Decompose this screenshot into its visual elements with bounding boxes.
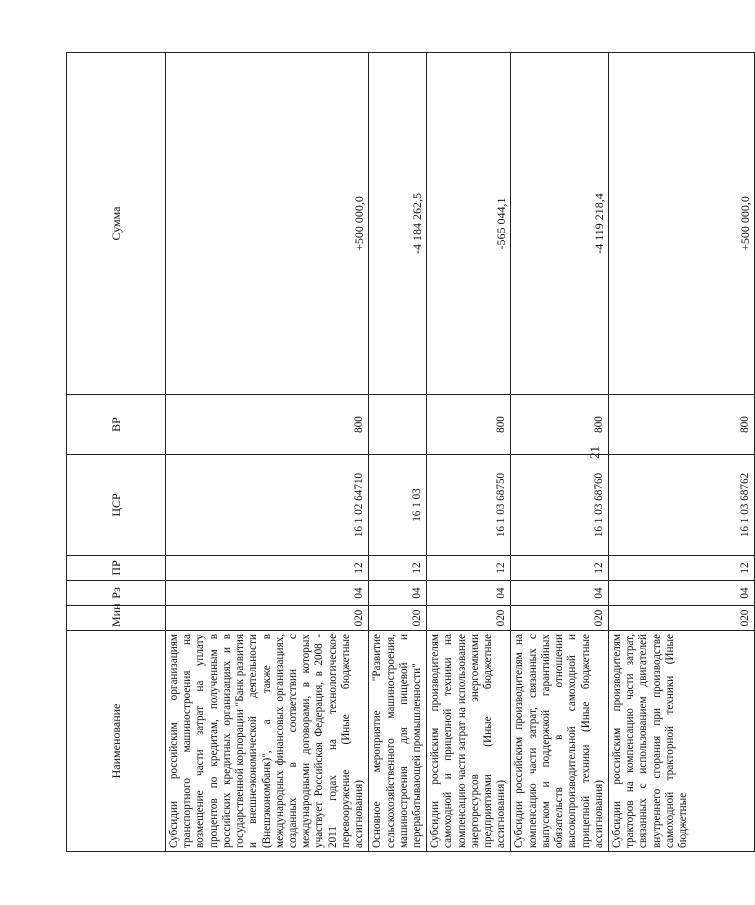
row-pr: 12 xyxy=(427,556,511,581)
row-csr: 16 1 03 68750 xyxy=(427,455,511,556)
header-vr: ВР xyxy=(67,395,166,455)
row-min: 020 xyxy=(427,606,511,631)
row-rz: 04 xyxy=(511,581,609,606)
row-name-text: Субсидии российским производителям тракторов на компенсацию части затрат, связанных с использованием двигателей внутреннего сгорания при производстве самоходной тракторной техники (Иные бюджетные xyxy=(611,634,690,848)
row-name: Субсидии российским производителям на компенсацию части затрат, связанных с выпуском и поддержкой гарантийных обязательств в отношении высокопроизводительной самоходной и прицепной техники (Иные бюджетные ассигнования) xyxy=(511,631,609,852)
row-name: Основное мероприятие "Развитие сельскохозяйственного машиностроения, машиностроения для пищевой и перерабатывающей промышленности" xyxy=(369,631,427,852)
row-vr: 800 xyxy=(166,395,369,455)
row-min: 020 xyxy=(511,606,609,631)
row-sum: -4 119 218,4 xyxy=(511,53,609,395)
header-pr: ПР xyxy=(67,556,166,581)
row-min: 020 xyxy=(369,606,427,631)
row-min: 020 xyxy=(609,606,755,631)
row-name xyxy=(609,631,755,852)
row-rz: 04 xyxy=(609,581,755,606)
table-row xyxy=(369,53,427,852)
row-pr: 12 xyxy=(369,556,427,581)
table-row xyxy=(166,53,369,852)
row-csr: 16 1 02 64710 xyxy=(166,455,369,556)
row-csr: 16 1 03 68760 xyxy=(511,455,609,556)
header-min: Мин xyxy=(67,606,166,631)
row-pr: 12 xyxy=(166,556,369,581)
row-sum: -565 044,1 xyxy=(427,53,511,395)
row-name: Субсидии российским организациям транспортного машиностроения на возмещение части затрат на уплату процентов по кредитам, полученным в российских кредитных организациях и в государственной корпорации "Банк развития и внешнеэкономической деятельности (Внешэкономбанк)", а также в международных финансовых организациях, созданных в соответствии с международными договорами, в которых участвует Российская Федерация, в 2008 - 2011 годах на технологическое перевооружение (Иные бюджетные ассигнования) xyxy=(166,631,369,852)
row-vr: 800 xyxy=(427,395,511,455)
header-name: Наименование xyxy=(67,631,166,852)
row-rz: 04 xyxy=(427,581,511,606)
table-row xyxy=(609,53,755,852)
table-row xyxy=(427,53,511,852)
table-header-row xyxy=(67,53,166,852)
header-csr: ЦСР xyxy=(67,455,166,556)
row-pr: 12 xyxy=(609,556,755,581)
row-name: Субсидии российским производителям самоходной и прицепной техники на компенсацию части затрат на использование энергоресурсов энергоемкими предприятиями (Иные бюджетные ассигнования) xyxy=(427,631,511,852)
header-sum: Сумма xyxy=(67,53,166,395)
row-vr: 800 xyxy=(609,395,755,455)
page-number: 21 xyxy=(587,446,602,459)
row-rz: 04 xyxy=(369,581,427,606)
row-sum: +500 000,0 xyxy=(166,53,369,395)
row-pr: 12 xyxy=(511,556,609,581)
budget-table xyxy=(66,52,755,852)
table-row xyxy=(511,53,609,852)
row-rz: 04 xyxy=(166,581,369,606)
row-csr: 16 1 03 68762 xyxy=(609,455,755,556)
header-rz: Рз xyxy=(67,581,166,606)
row-sum: +500 000,0 xyxy=(609,53,755,395)
row-vr: 800 xyxy=(511,395,609,455)
row-csr: 16 1 03 xyxy=(369,455,427,556)
row-min: 020 xyxy=(166,606,369,631)
row-vr xyxy=(369,395,427,455)
row-sum: -4 184 262,5 xyxy=(369,53,427,395)
